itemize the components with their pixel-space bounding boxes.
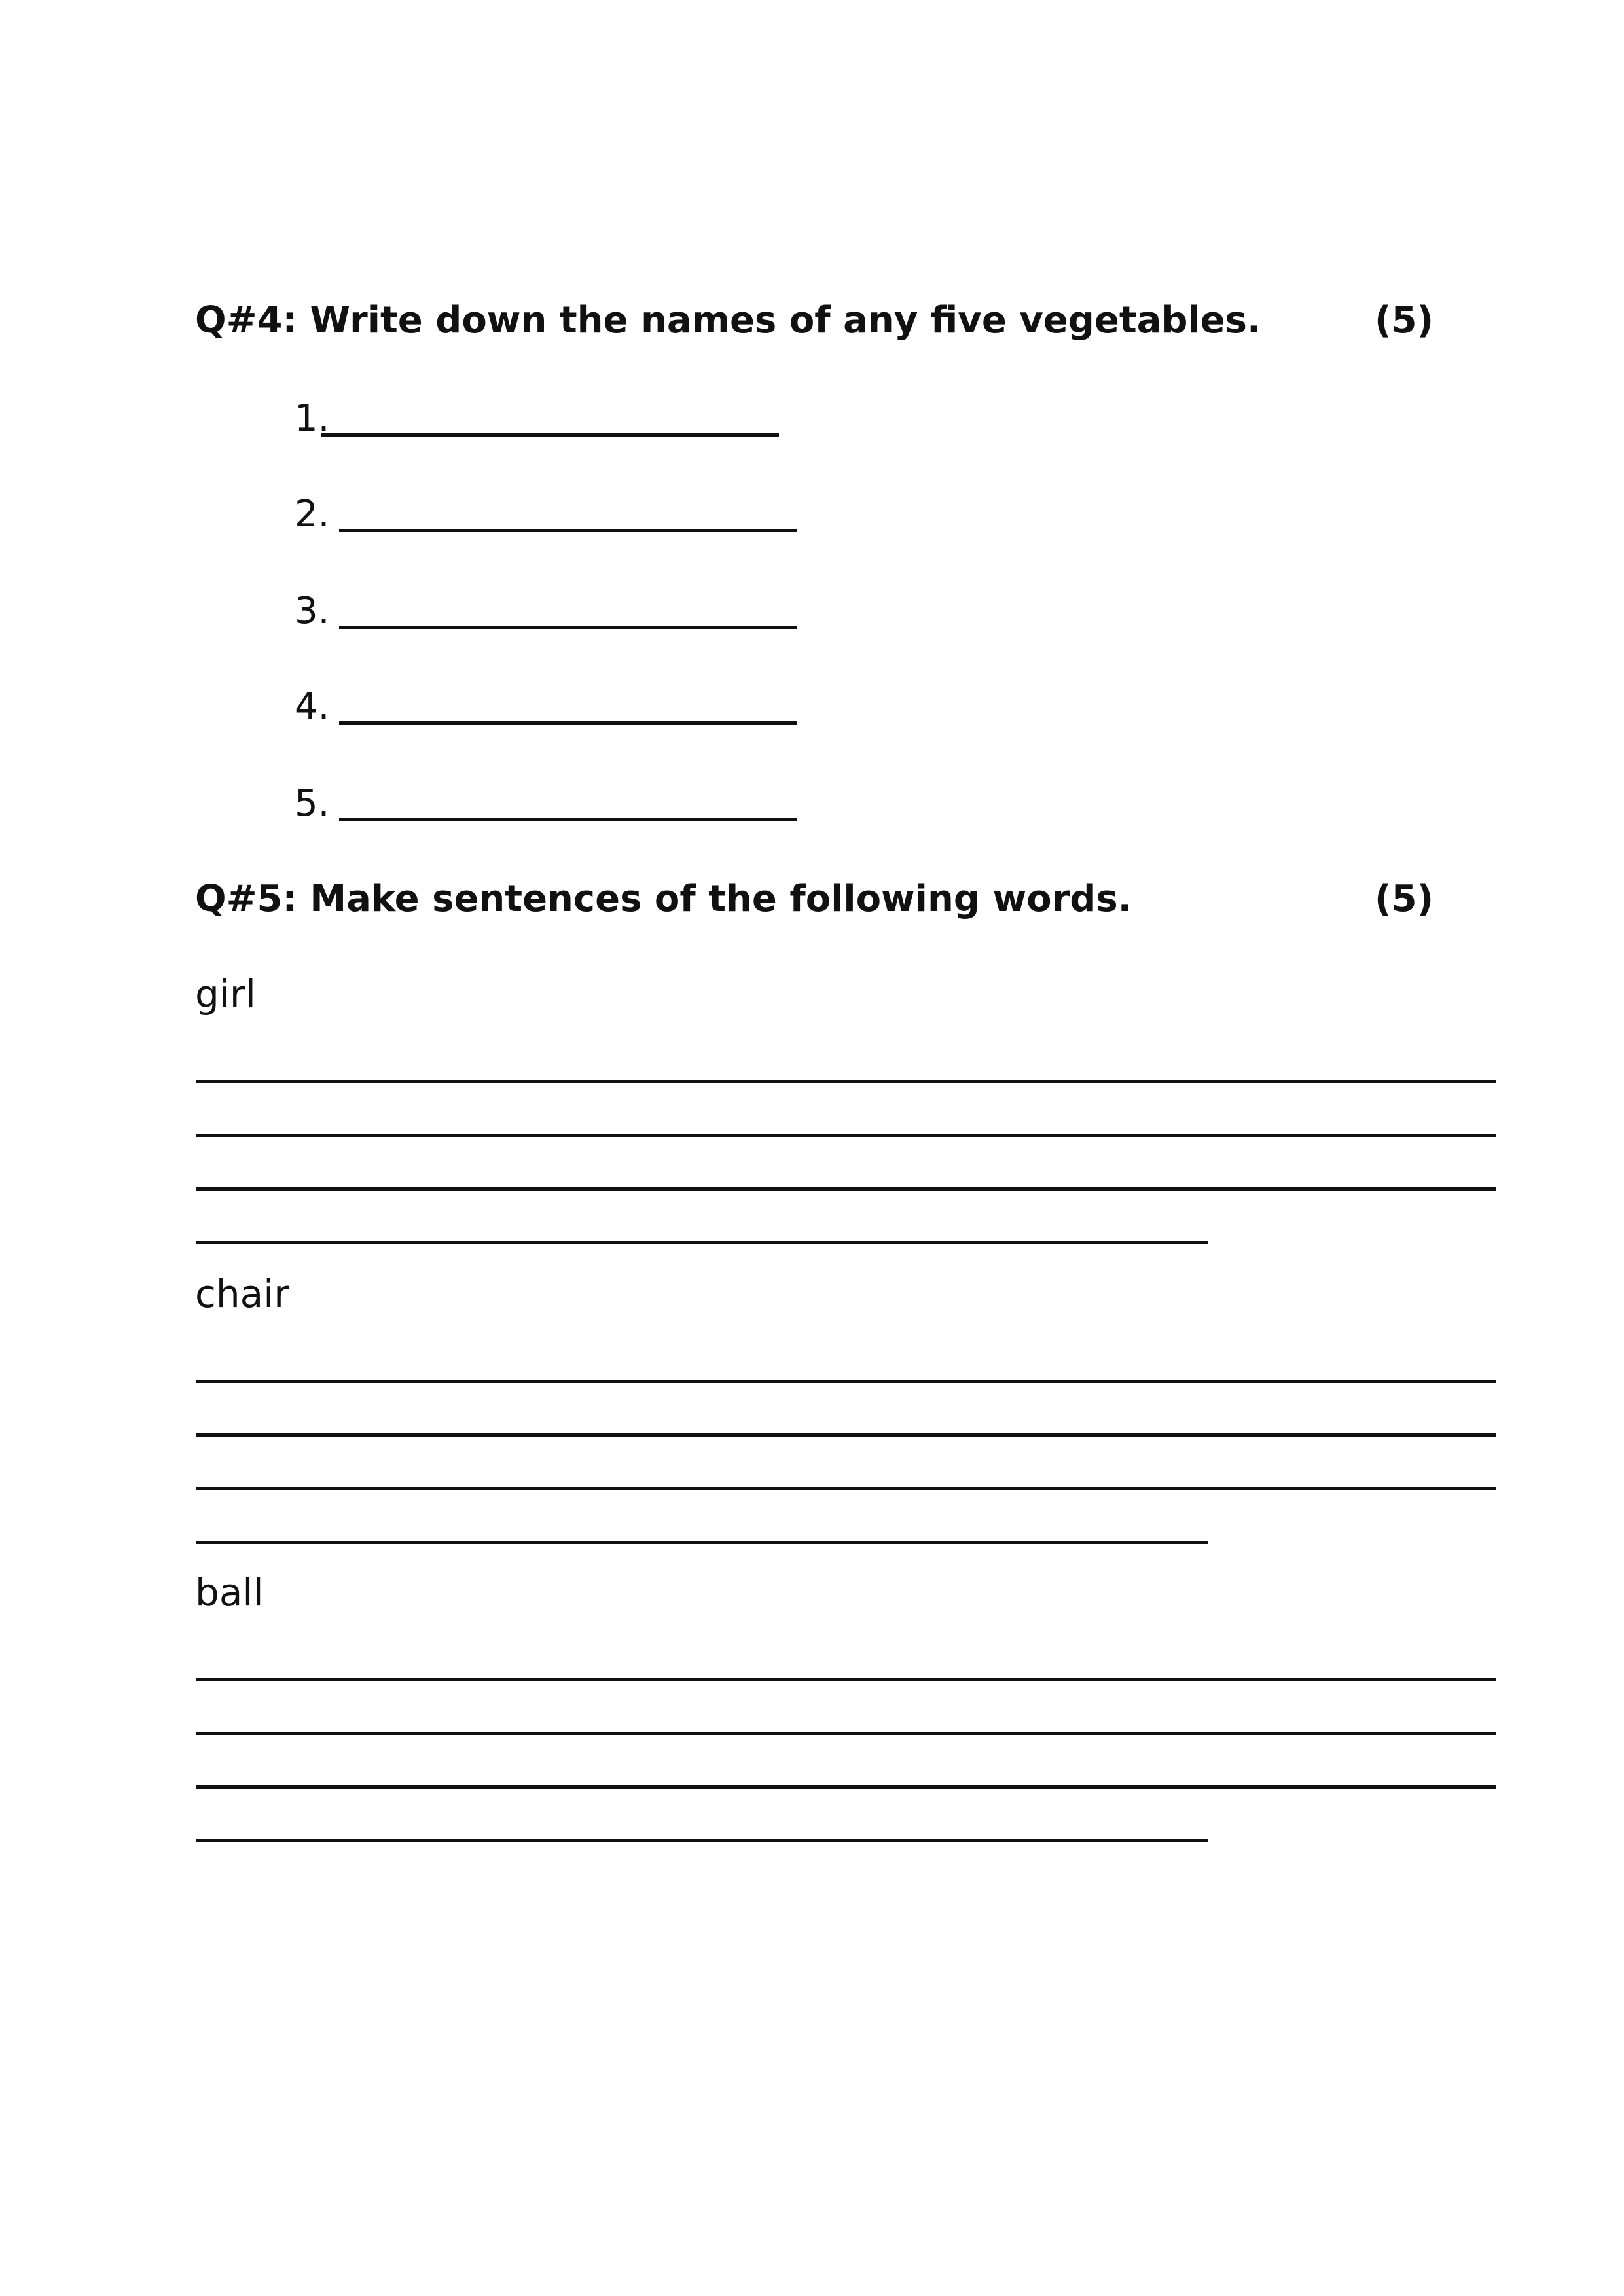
answer-line[interactable] [339, 818, 797, 821]
sentence-line[interactable] [196, 1380, 1496, 1383]
sentence-line[interactable] [196, 1134, 1496, 1137]
sentence-line[interactable] [196, 1839, 1208, 1842]
answer-line[interactable] [339, 626, 797, 629]
answer-line[interactable] [339, 721, 797, 725]
answer-line[interactable] [339, 529, 797, 532]
sentence-line[interactable] [196, 1487, 1496, 1490]
q5-title: Q#5: Make sentences of the following words. [195, 878, 1132, 920]
q5-word: ball [195, 1570, 264, 1615]
answer-line[interactable] [321, 433, 779, 437]
sentence-line[interactable] [196, 1187, 1496, 1191]
q4-marks: (5) [1375, 299, 1434, 342]
sentence-line[interactable] [196, 1541, 1208, 1544]
sentence-line[interactable] [196, 1080, 1496, 1083]
q5-marks: (5) [1375, 878, 1434, 920]
q4-item-number: 3. [295, 590, 330, 632]
sentence-line[interactable] [196, 1678, 1496, 1681]
q4-title: Q#4: Write down the names of any five vegetables. [195, 299, 1261, 342]
sentence-line[interactable] [196, 1241, 1208, 1244]
q4-item-number: 4. [295, 685, 330, 728]
q4-item-number: 5. [295, 782, 330, 825]
sentence-line[interactable] [196, 1732, 1496, 1735]
q5-word: girl [195, 972, 256, 1016]
q5-word: chair [195, 1272, 290, 1316]
sentence-line[interactable] [196, 1433, 1496, 1437]
q4-item-number: 1. [295, 397, 330, 440]
sentence-line[interactable] [196, 1785, 1496, 1789]
q4-item-number: 2. [295, 493, 330, 535]
